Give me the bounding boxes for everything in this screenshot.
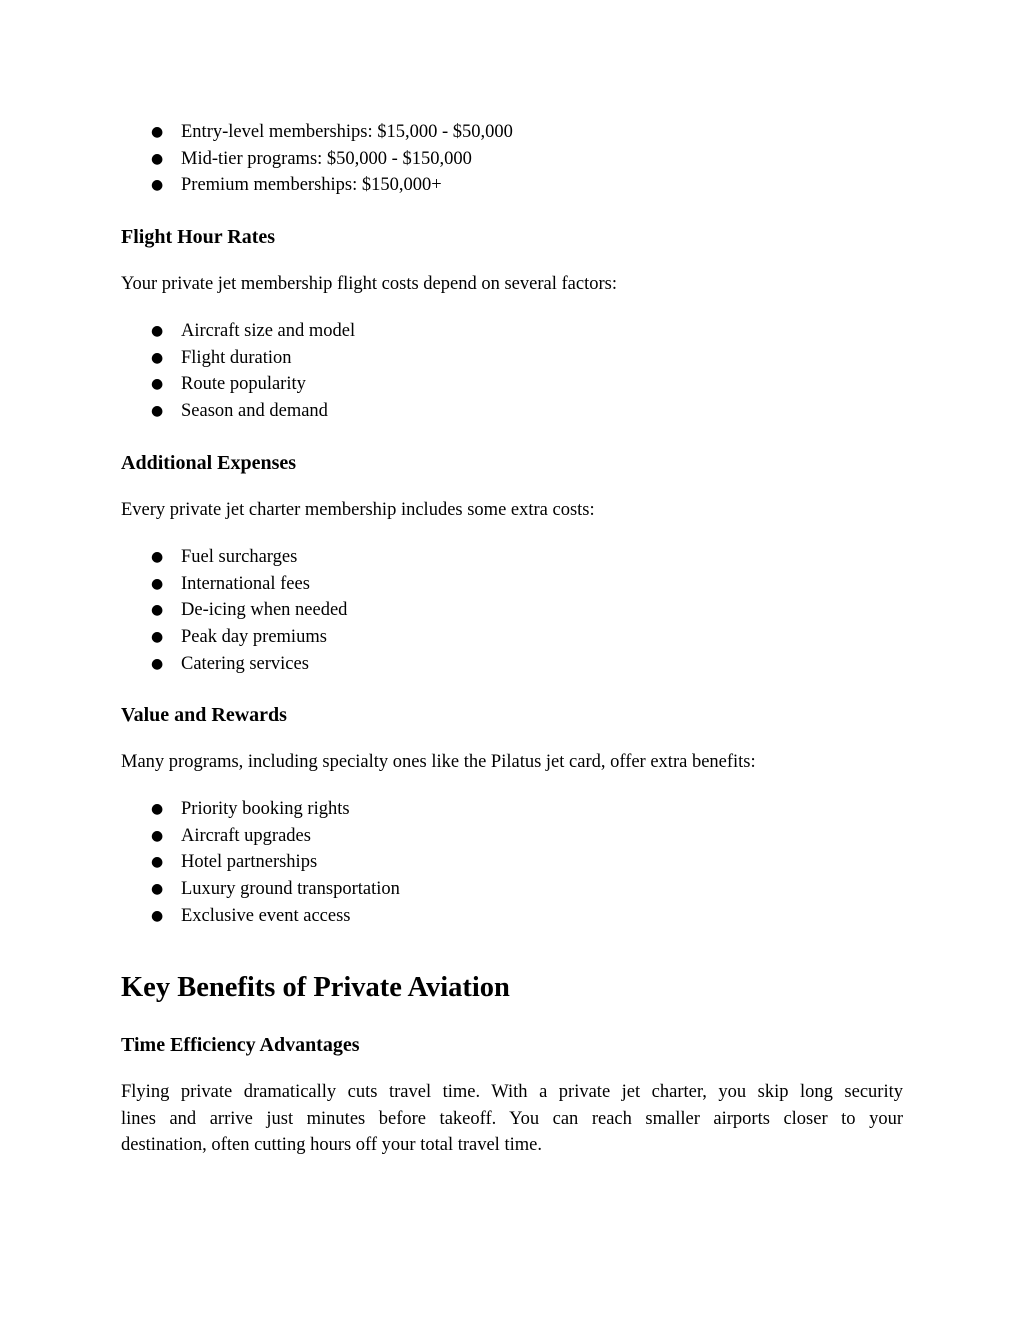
section-heading-value-rewards: Value and Rewards <box>121 704 287 726</box>
list-item: ● Fuel surcharges <box>121 544 903 571</box>
bullet-icon: ● <box>151 349 164 366</box>
bullet-icon: ● <box>151 602 164 619</box>
bullet-icon: ● <box>151 376 164 393</box>
value-rewards-section <box>121 796 903 929</box>
list-item: ● Luxury ground transportation <box>121 876 903 903</box>
list-item: ● Premium memberships: $150,000+ <box>121 172 903 199</box>
bullet-icon: ● <box>151 177 164 194</box>
bullet-icon: ● <box>151 124 164 140</box>
flight-hour-rates-list <box>121 318 903 425</box>
list-item: ● De-icing when needed <box>121 597 903 624</box>
list-item: ● Hotel partnerships <box>121 849 903 876</box>
membership-costs-section <box>121 119 903 199</box>
list-item: ● International fees <box>121 571 903 598</box>
list-item: ● Mid-tier programs: $50,000 - $150,000 <box>121 146 903 173</box>
membership-costs-list <box>121 119 903 199</box>
bullet-icon: ● <box>151 549 164 565</box>
list-item: ● Entry-level memberships: $15,000 - $50,000 <box>121 119 903 146</box>
flight-hour-rates-intro: Your private jet membership flight costs depend on several factors: <box>121 274 617 294</box>
list-item: ● Exclusive event access <box>121 903 903 930</box>
additional-expenses-intro: Every private jet charter membership includes some extra costs: <box>121 500 595 520</box>
section-heading-additional-expenses: Additional Expenses <box>121 452 297 474</box>
flight-hour-rates-section <box>121 318 903 425</box>
list-item: ● Catering services <box>121 651 903 678</box>
value-rewards-intro: Many programs, including specialty ones like the Pilatus jet card, offer extra benefits: <box>121 752 756 772</box>
value-rewards-list <box>121 796 903 929</box>
list-item: ● Season and demand <box>121 398 903 425</box>
time-efficiency-paragraph <box>121 1079 903 1159</box>
list-item: ● Peak day premiums <box>121 624 903 651</box>
paragraph-line: Flying private dramatically cuts travel time. With a private jet charter, you skip long security <box>121 1082 903 1102</box>
bullet-icon: ● <box>151 881 164 898</box>
additional-expenses-section <box>121 544 903 677</box>
additional-expenses-list <box>121 544 903 677</box>
list-item: ● Aircraft size and model <box>121 318 903 345</box>
bullet-icon: ● <box>151 575 164 592</box>
bullet-icon: ● <box>151 150 164 167</box>
bullet-icon: ● <box>151 854 164 871</box>
page-section-title-key-benefits: Key Benefits of Private Aviation <box>121 972 510 1003</box>
bullet-icon: ● <box>151 323 164 339</box>
section-heading-time-efficiency: Time Efficiency Advantages <box>121 1034 360 1056</box>
list-item: ● Route popularity <box>121 371 903 398</box>
list-item: ● Flight duration <box>121 345 903 372</box>
bullet-icon: ● <box>151 827 164 844</box>
paragraph-line: lines and arrive just minutes before takeoff. You can reach smaller airports closer to your <box>121 1108 903 1129</box>
section-heading-flight-hour-rates: Flight Hour Rates <box>121 226 276 248</box>
bullet-icon: ● <box>151 655 164 672</box>
bullet-icon: ● <box>151 907 164 924</box>
bullet-icon: ● <box>151 801 164 817</box>
paragraph-line: destination, often cutting hours off your total travel time. <box>121 1135 542 1156</box>
bullet-icon: ● <box>151 629 164 646</box>
list-item: ● Aircraft upgrades <box>121 823 903 850</box>
list-item: ● Priority booking rights <box>121 796 903 823</box>
bullet-icon: ● <box>151 403 164 420</box>
